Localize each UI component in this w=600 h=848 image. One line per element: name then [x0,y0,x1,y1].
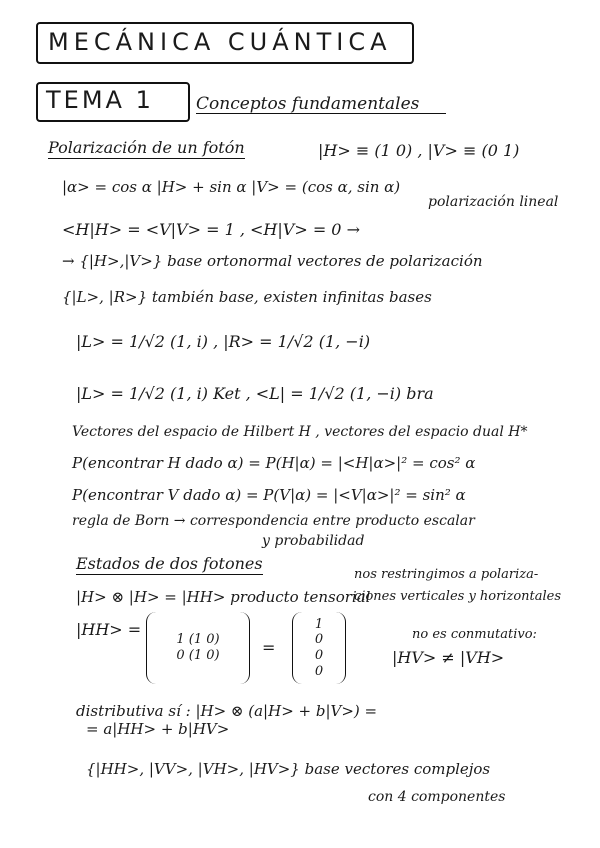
restriction-2: ciones verticales y horizontales [354,589,562,604]
HH-matrix-right [292,612,346,684]
HH-matrix-left-row: 0 (1 0) [176,648,220,663]
HH-matrix-left [146,612,250,684]
HH-matrix-left-row: 1 (1 0) [176,632,220,648]
basis-LR: {|L>, |R>} también base, existen infinitas bases [62,288,432,306]
eq-alpha: |α> = cos α |H> + sin α |V> = (cos α, sin α) [62,178,401,196]
born-rule-2: y probabilidad [262,533,365,549]
ket-bra: |L> = 1/√2 (1, i) Ket , <L| = 1/√2 (1, −i) bra [76,384,434,403]
page-title: MECÁNICA CUÁNTICA [48,28,392,56]
eq-HV: |H> ≡ (1 0) , |V> ≡ (0 1) [318,141,520,160]
section-heading-2: Estados de dos fotones [76,554,263,573]
HH-matrix-right-cell: 0 [314,648,324,663]
HH-matrix-right-cell: 1 [314,616,324,632]
non-commutative: no es conmutativo: [412,627,537,642]
restriction-1: nos restringimos a polariza- [354,567,539,582]
distributive: distributiva sí : |H> ⊗ (a|H> + b|V>) = [76,702,378,720]
HH-label: |HH> = [76,620,142,639]
orthonormality: <H|H> = <V|V> = 1 , <H|V> = 0 → [62,220,360,239]
linear-polarization: polarización lineal [428,194,559,210]
tensor-product: |H> ⊗ |H> = |HH> producto tensorial [76,588,371,606]
born-rule-1: regla de Born → correspondencia entre producto escalar [72,513,475,529]
tema-label: TEMA 1 [46,86,154,114]
basis-4: {|HH>, |VV>, |VH>, |HV>} base vectores complejos [86,760,491,778]
HH-matrix-right-cell: 0 [314,663,324,679]
section-heading-1: Polarización de un fotón [48,138,245,157]
HH-matrix-right-cell: 0 [314,632,324,648]
basis-HV: → {|H>,|V>} base ortonormal vectores de polarización [62,252,483,270]
prob-V: P(encontrar V dado α) = P(V|α) = |<V|α>|² = sin² α [72,486,466,504]
prob-H: P(encontrar H dado α) = P(H|α) = |<H|α>|² = cos² α [72,454,476,472]
equals-sign: = [262,638,276,657]
basis-4-cont: con 4 componentes [368,789,506,805]
L-R-definition: |L> = 1/√2 (1, i) , |R> = 1/√2 (1, −i) [76,332,371,351]
hilbert-space: Vectores del espacio de Hilbert H , vectores del espacio dual H* [72,424,528,440]
HV-neq-VH: |HV> ≠ |VH> [392,648,505,667]
distributive-result: = a|HH> + b|HV> [86,720,230,738]
tema-subtitle: Conceptos fundamentales [196,96,446,114]
